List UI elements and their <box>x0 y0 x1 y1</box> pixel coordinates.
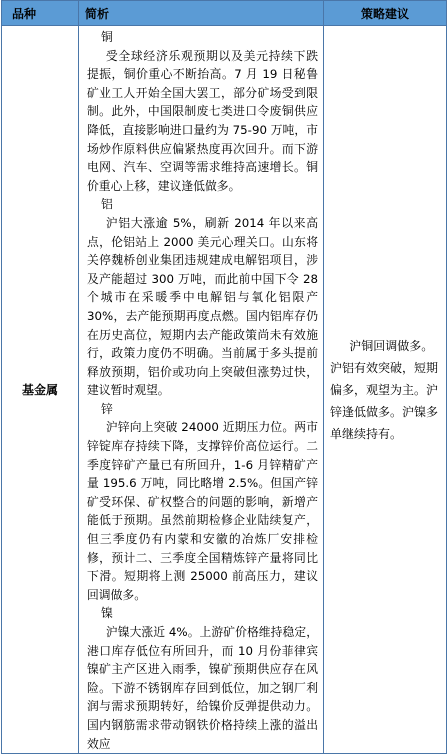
table-header-row <box>2 1 447 26</box>
category-cell: 基金属 <box>2 26 79 754</box>
metal-heading-nickel: 镍 <box>101 606 113 621</box>
metal-heading-aluminum: 铝 <box>101 197 113 212</box>
metal-heading-zinc: 锌 <box>101 401 113 416</box>
description-cell <box>79 26 324 754</box>
zinc-analysis: 沪锌向上突破 24000 近期压力位。两市锌锭库存持续下降，支撑锌价高位运行。二季度锌矿产量已有所回升，1-6 月锌精矿产量 195.6 万吨，同比略增 2.5%。但国产锌矿受环保、矿权整合的问题的影响，新增产能低于预期。虽然前期检修企业陆续复产，但三季度仍有内蒙和安徽的冶炼厂安排检修，预计二、三季度全国精炼锌产量将同比下滑。短期将上测 25000 前高压力，建议回调做多。 <box>87 420 318 602</box>
nickel-analysis: 沪镍大涨近 4%。上游矿价格维持稳定，港口库存低位有所回升，而 10 月份菲律宾镍矿主产区进入雨季，镍矿预期供应存在风险。下游不锈钢库存回到低位，加之钢厂利润与需求预期转好，给镍价反弹提供动力。国内钢筋需求带动钢铁价格持续上涨的溢出效应 <box>87 625 318 751</box>
header-strategy: 策略建议 <box>324 1 447 26</box>
strategy-cell: 沪铜回调做多。沪铝有效突破，短期偏多，观望为主。沪锌逢低做多。沪镍多单继续持有。 <box>324 26 447 754</box>
table-row <box>2 26 447 754</box>
header-category: 品种 <box>2 1 79 26</box>
header-description: 简析 <box>79 1 324 26</box>
commodity-analysis-table <box>1 0 447 754</box>
metal-heading-copper: 铜 <box>101 30 113 44</box>
copper-analysis: 受全球经济乐观预期以及美元持续下跌提振，铜价重心不断抬高。7 月 19 日秘鲁矿业工人开始全国大罢工，部分矿场受到限制。此外，中国限制废七类进口令废铜供应降低，直接影响进口量约为 75-90 万吨，市场炒作原料供应偏紧热度再次回升。而下游电网、汽车、空调等需求维持高速增长。铜价重心上移，建议逢低做多。 <box>87 48 318 193</box>
aluminum-analysis: 沪铝大涨逾 5%，刷新 2014 年以来高点，伦铝站上 2000 美元心理关口。山东将关停魏桥创业集团违规建成电解铝项目，涉及产能超过 300 万吨，而此前中国下令 28 个城市在采暖季中电解铝与氧化铝限产 30%，去产能预期再度点燃。国内铝库存仍在历史高位，短期内去产能政策尚未有效施行，政策力度仍不明确。当前属于多头提前释放预期，铝价或功向上突破但涨势过快，建议暂时观望。 <box>87 215 318 398</box>
